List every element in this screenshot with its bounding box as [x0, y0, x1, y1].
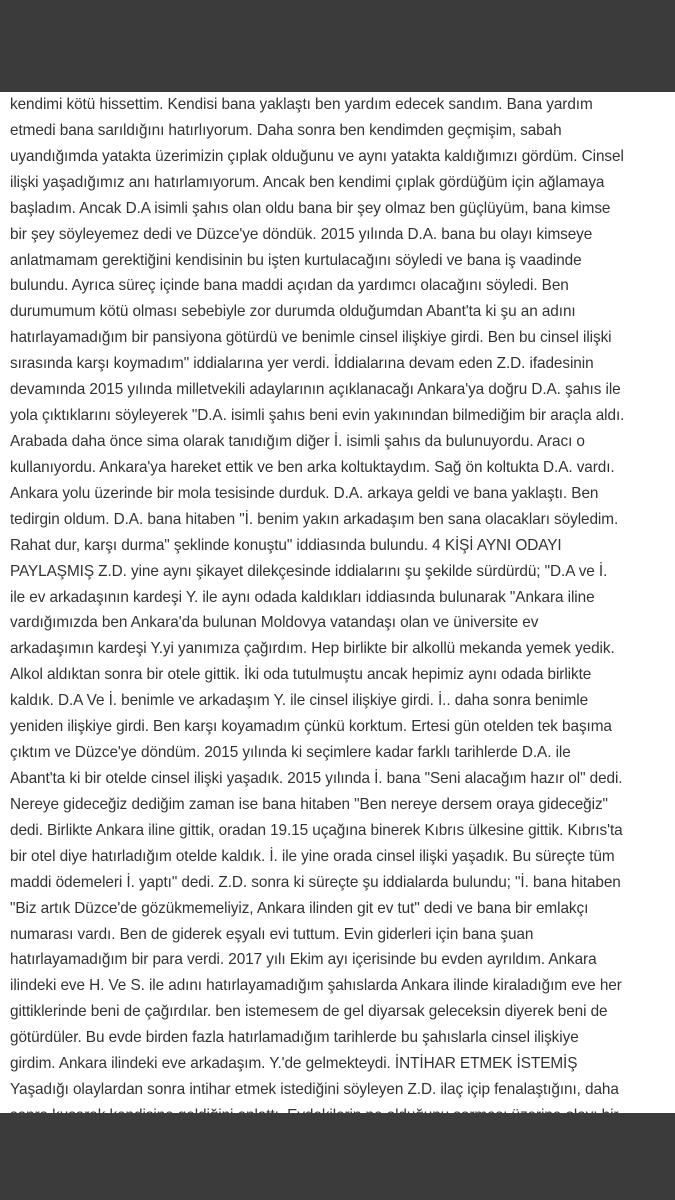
text-line: Ankara yolu üzerinde bir mola tesisinde durduk. D.A. arkaya geldi ve bana yaklaştı. Ben: [10, 484, 599, 502]
text-line: durumumum kötü olması sebebiyle zor durumda olduğumdan Abant'ta ki şu an adını: [10, 303, 576, 321]
text-line: "Biz artık Düzce'de gözükmemeliyiz, Ankara ilinden git ev tut" dedi ve bana bir emlakçı: [10, 899, 589, 917]
text-line: hatırlayamadığım bir para verdi. 2017 yılı Ekim ayı içerisinde bu evden ayrıldım. Ankara: [10, 951, 597, 969]
text-line: etmedi bana sarıldığını hatırlıyorum. Daha sonra ben kendimden geçmişim, sabah: [10, 121, 562, 139]
text-line: ilişki yaşadığımız anı hatırlamıyorum. Ancak ben kendimi çıplak gördüğüm için ağlamaya: [10, 173, 605, 191]
text-line: çıktım ve Düzce'ye döndüm. 2015 yılında ki seçimlere kadar farklı tarihlerde D.A. ile: [10, 744, 571, 762]
text-line: sırasında karşı koymadım" iddialarına yer verdi. İddialarına devam eden Z.D. ifadesinin: [10, 355, 594, 373]
text-line: tedirgin oldum. D.A. bana hitaben "İ. benim yakın arkadaşım ben sana olacakları söyledim.: [10, 510, 619, 528]
document-page: [0, 92, 675, 1113]
text-line: kaldık. D.A Ve İ. benimle ve arkadaşım Y. ile cinsel ilişkiye girdi. İ.. daha sonra benimle: [10, 692, 589, 710]
text-line: Arabada daha önce sima olarak tanıdığım diğer İ. isimli şahıs da bulunuyordu. Aracı o: [10, 432, 585, 450]
text-line: numarası vardı. Ben de giderek eşyalı evi tuttum. Evin giderleri için bana şuan: [10, 925, 534, 943]
text-line: götürdüler. Bu evde birden fazla hatırlamadığım tarihlerde bu şahıslarla cinsel ilişkiye: [10, 1029, 579, 1047]
text-line: kullanıyordu. Ankara'ya hareket ettik ve ben arka koltuktaydım. Sağ ön koltukta D.A. vardı.: [10, 458, 615, 476]
text-line: girdim. Ankara ilindeki eve arkadaşım. Y.'de gelmekteydi. İNTİHAR ETMEK İSTEMİŞ: [10, 1055, 578, 1073]
text-line: bulundu. Ayrıca süreç içinde bana maddi açıdan da yardımcı olacağını söyledi. Ben: [10, 277, 569, 295]
text-line: devamında 2015 yılında milletvekili adaylarının açıklanacağı Ankara'ya doğru D.A. şahıs ile: [10, 381, 621, 399]
article-text: [10, 92, 672, 1129]
text-line: yola çıktıklarını söyleyerek "D.A. isimli şahıs beni evin yakınından bilmediğim bir araçla aldı.: [10, 407, 625, 425]
bottom-dark-bar: [0, 1113, 675, 1200]
top-dark-bar: [0, 0, 675, 92]
text-line: başladım. Ancak D.A isimli şahıs olan oldu bana bir şey olmaz ben güçlüyüm, bana kimse: [10, 199, 611, 217]
text-line: hatırlayamadığım bir pansiyona götürdü ve benimle cinsel ilişkiye girdi. Ben bu cinsel ilişki: [10, 329, 612, 347]
text-line: kendimi kötü hissettim. Kendisi bana yaklaştı ben yardım edecek sandım. Bana yardım: [10, 96, 593, 113]
text-line: Nereye gideceğiz dediğim zaman ise bana hitaben "Ben nereye dersem oraya gideceğiz": [10, 795, 608, 813]
text-line: ile ev arkadaşının kardeşi Y. ile aynı odada kaldıkları iddiasında bulunarak "Ankara iline: [10, 588, 595, 606]
text-line: Rahat dur, karşı durma" şeklinde konuştu" iddiasında bulundu. 4 KİŞİ AYNI ODAYI: [10, 536, 562, 554]
text-line: uyandığımda yatakta üzerimizin çıplak olduğunu ve aynı yatakta kaldığımızı gördüm. Cinsel: [10, 147, 624, 165]
text-line: Abant'ta ki bir otelde cinsel ilişki yaşadık. 2015 yılında İ. bana "Seni alacağım hazır ol" dedi.: [10, 769, 623, 787]
text-line: anlatmamam gerektiğini kendisinin bu işten kurtulacağını söyledi ve bana iş vaadinde: [10, 251, 582, 269]
text-line: vardığımızda ben Ankara'da bulunan Moldovya vatandaşı olan ve üniversite ev: [10, 614, 539, 632]
text-line: yeniden ilişkiye girdi. Ben karşı koyamadım çünkü korktum. Ertesi gün otelden tek başıma: [10, 718, 612, 736]
text-line: dedi. Birlikte Ankara iline gittik, oradan 19.15 uçağına binerek Kıbrıs ülkesine gittik. Kıbrıs'ta: [10, 821, 623, 839]
text-line: maddi ödemeleri İ. yaptı" dedi. Z.D. sonra ki süreçte şu iddialarda bulundu; "İ. bana hitaben: [10, 873, 621, 891]
text-line: Alkol aldıktan sonra bir otele gittik. İki oda tutulmuştu ancak hepimiz aynı odada birlikte: [10, 666, 592, 684]
text-line: gittiklerinde beni de çağırdılar. ben istemesem de gel diyarsak geleceksin diyerek beni de: [10, 1003, 608, 1021]
text-line: ilindeki eve H. Ve S. ile adını hatırlayamadığım şahıslarda Ankara ilinde kiraladığım eve her: [10, 977, 622, 995]
text-line: bir şey söyleyemez dedi ve Düzce'ye döndük. 2015 yılında D.A. bana bu olayı kimseye: [10, 225, 593, 243]
text-line: arkadaşımın kardeşi Y.yi yanımıza çağırdım. Hep birlikte bir alkollü mekanda yemek yedik.: [10, 640, 615, 658]
text-line: bir otel diye hatırladığım otelde kaldık. İ. ile yine orada cinsel ilişki yaşadık. Bu süreçte tüm: [10, 847, 615, 865]
text-line: PAYLAŞMIŞ Z.D. yine aynı şikayet dilekçesinde iddialarını şu şekilde sürdürdü; "D.A ve İ.: [10, 562, 608, 580]
text-line: Yaşadığı olaylardan sonra intihar etmek istediğini söyleyen Z.D. ilaç içip fenalaştığını, daha: [10, 1081, 619, 1099]
